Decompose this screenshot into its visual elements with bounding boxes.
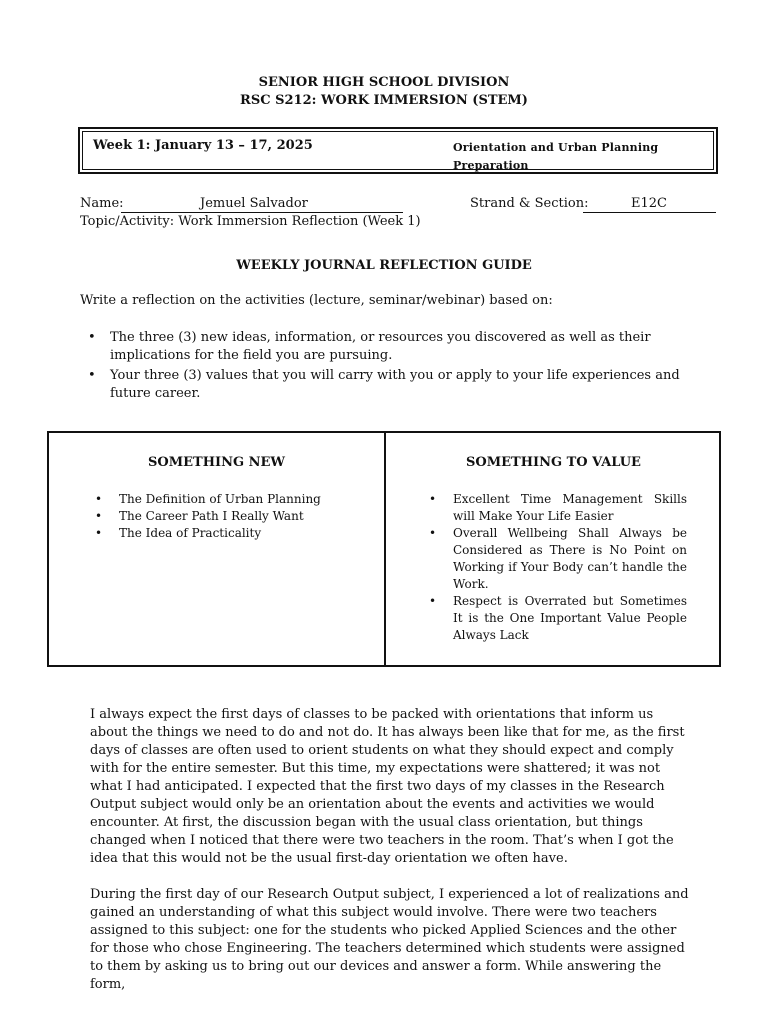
value-item-text: Excellent Time Management Skills will Make Your Life Easier [453, 492, 687, 523]
list-item [95, 508, 375, 525]
week-topic-line1: Orientation and Urban Planning [453, 141, 659, 154]
guide-instruction: Write a reflection on the activities (lecture, seminar/webinar) based on: [80, 293, 553, 308]
value-item-text: Overall Wellbeing Shall Always be Considered as There is No Point on Working if Your Body can’t handle the Work. [453, 526, 687, 591]
new-item-text: The Idea of Practicality [119, 526, 262, 540]
guide-bullet-text: The three (3) new ideas, information, or resources you discovered as well as their implications for the field you are pursuing. [110, 330, 651, 363]
week-topic-line2: Preparation [453, 159, 529, 172]
bullet-icon: • [429, 594, 437, 608]
name-value: Jemuel Salvador [200, 196, 308, 211]
value-item-text: Respect is Overrated but Sometimes It is the One Important Value People Always Lack [453, 594, 687, 642]
strand-value: E12C [631, 196, 667, 211]
topic-activity: Topic/Activity: Work Immersion Reflection (Week 1) [80, 214, 421, 229]
bullet-icon: • [88, 368, 96, 383]
something-to-value-list [429, 491, 687, 644]
list-item [80, 367, 680, 403]
list-item [429, 525, 687, 593]
reflection-table [47, 431, 721, 667]
reflection-paragraph-2: During the first day of our Research Output subject, I experienced a lot of realizations and gained an understanding of what this subject would involve. There were two teachers assigned to this subject: one for the students who picked Applied Sciences and the other for those who chose Engineering. The teachers determined which students were assigned to them by asking us to bring out our devices and answer a form. While answering the form, [90, 887, 689, 992]
bullet-icon: • [95, 509, 103, 523]
list-item [95, 491, 375, 508]
division-heading: SENIOR HIGH SCHOOL DIVISION [258, 75, 510, 90]
something-new-title: SOMETHING NEW [148, 455, 285, 470]
new-item-text: The Career Path I Really Want [119, 509, 304, 523]
guide-bullets [80, 329, 680, 405]
name-label: Name: [80, 196, 124, 211]
week-dates: Week 1: January 13 – 17, 2025 [93, 138, 313, 153]
course-heading: RSC S212: WORK IMMERSION (STEM) [240, 93, 528, 108]
bullet-icon: • [429, 492, 437, 506]
list-item [429, 491, 687, 525]
bullet-icon: • [95, 526, 103, 540]
reflection-paragraph-1: I always expect the first days of classes to be packed with orientations that inform us about the things we need to do and not do. It has always been like that for me, as the first days of classes are often used to orient students on what they should expect and comply with for the entire semester. But this time, my expectations were shattered; it was not what I had anticipated. I expected that the first two days of my classes in the Research Output subject would only be an orientation about the events and activities we would encounter. At first, the discussion began with the usual class orientation, but things changed when I noticed that there were two teachers in the room. That’s when I got the idea that this would not be the usual first-day orientation we often have. [90, 707, 685, 866]
strand-label: Strand & Section: [470, 196, 589, 211]
bullet-icon: • [95, 492, 103, 506]
something-to-value-title: SOMETHING TO VALUE [466, 455, 641, 470]
new-item-text: The Definition of Urban Planning [119, 492, 321, 506]
week-box-inner [82, 131, 714, 170]
guide-bullet-text: Your three (3) values that you will carry with you or apply to your life experiences and future career. [110, 368, 680, 401]
bullet-icon: • [88, 330, 96, 345]
week-box [78, 127, 718, 174]
list-item [95, 525, 375, 542]
list-item [80, 329, 680, 365]
week-topic [453, 139, 693, 175]
list-item [429, 593, 687, 644]
bullet-icon: • [429, 526, 437, 540]
something-new-list [95, 491, 375, 542]
guide-title: WEEKLY JOURNAL REFLECTION GUIDE [236, 258, 532, 273]
